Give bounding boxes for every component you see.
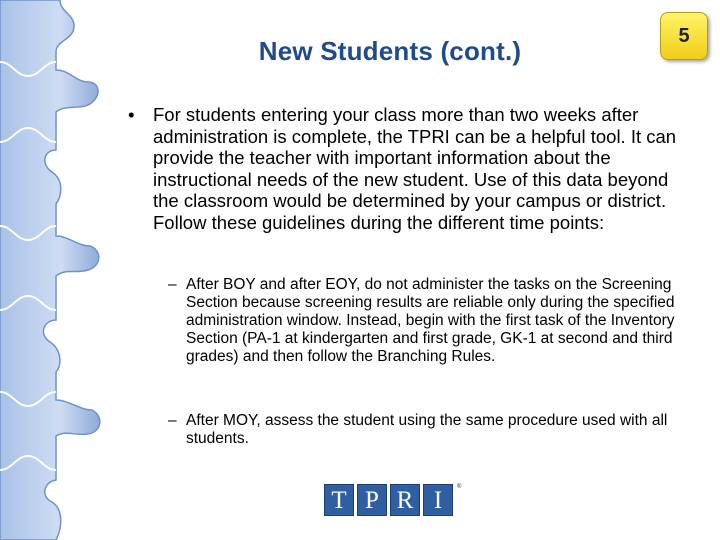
sub-bullet-boy-eoy [168, 276, 683, 366]
bullet-marker: • [128, 104, 135, 125]
logo-letter-t: T [324, 484, 354, 516]
sub-bullet-marker: – [168, 412, 177, 429]
sub-bullet-text: After BOY and after EOY, do not administer the tasks on the Screening Section because screening results are reliable only during the specified administration window. Instead, begin with the first task of the Inventory Section (PA-1 at kindergarten and first grade, GK-1 at second and third grades) and then follow the Branching Rules. [186, 276, 675, 365]
logo-letter-r: R [390, 484, 420, 516]
tpri-logo [324, 484, 461, 518]
puzzle-piece-strip [0, 0, 100, 540]
main-bullet [128, 104, 698, 233]
sub-bullet-marker: – [168, 276, 177, 293]
logo-letter-p: P [357, 484, 387, 516]
logo-trademark: ® [457, 484, 462, 490]
main-bullet-text: For students entering your class more than two weeks after administration is complete, the TPRI can be a helpful tool. It can provide the teacher with important information about the instructional needs of the new student. Use of this data beyond the classroom would be determined by your campus or district. Follow these guidelines during the different time points: [153, 104, 677, 233]
logo-letter-i: I [423, 484, 453, 516]
puzzle-border-decoration [0, 0, 110, 540]
slide-title: New Students (cont.) [258, 36, 522, 66]
sub-bullet-text: After MOY, assess the student using the same procedure used with all students. [186, 412, 668, 447]
page-number-badge: 5 [660, 12, 708, 60]
sub-bullet-moy [168, 412, 683, 448]
